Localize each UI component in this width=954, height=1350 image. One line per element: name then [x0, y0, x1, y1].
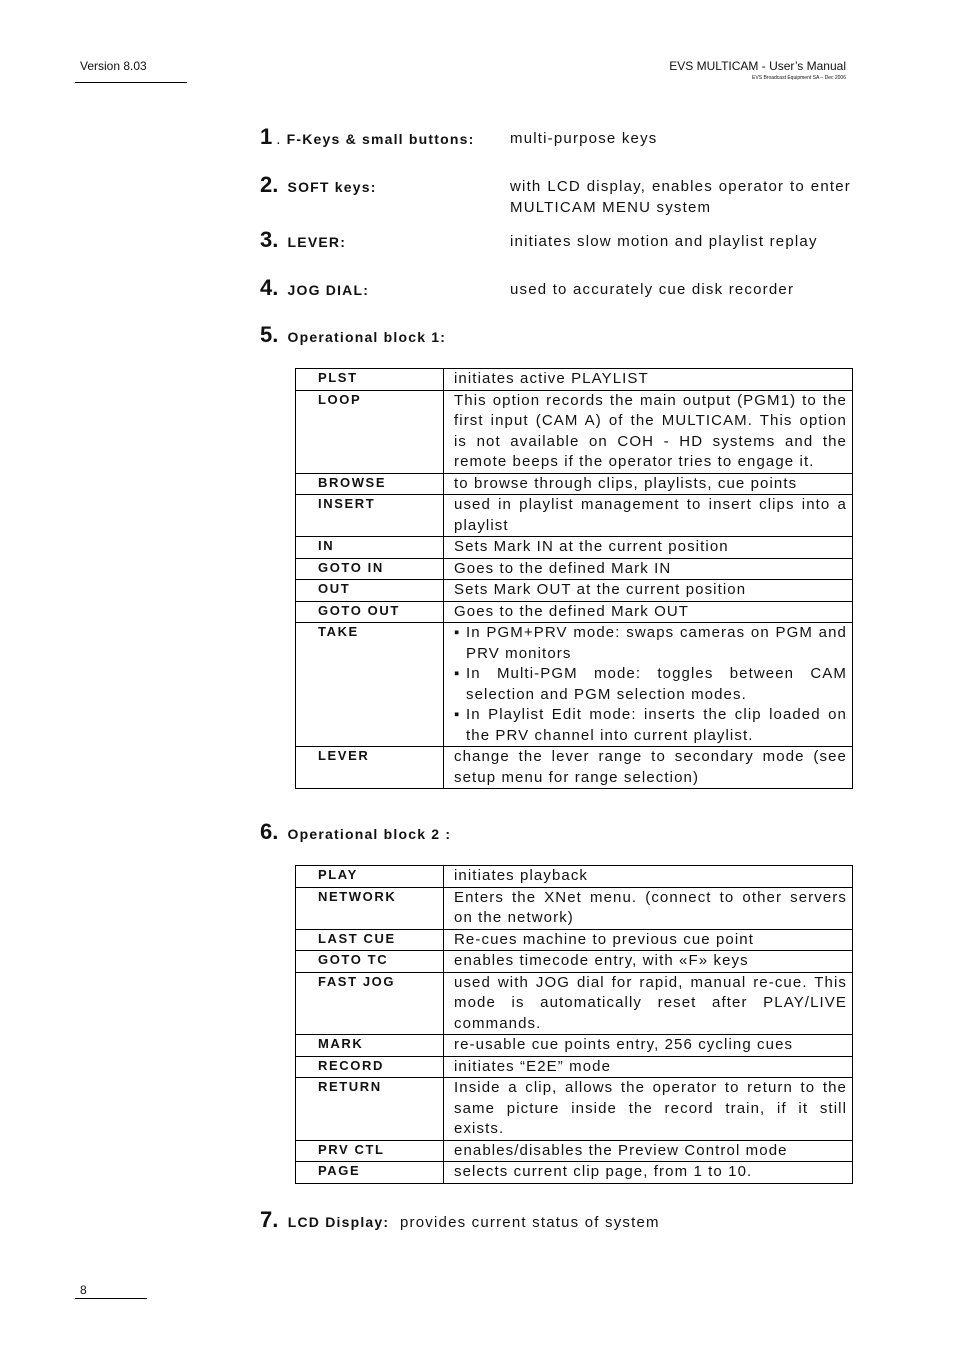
item-f-keys-desc: multi-purpose keys: [510, 130, 658, 147]
table-row: [296, 951, 853, 973]
key-description: enables timecode entry, with «F» keys: [444, 951, 853, 973]
key-description: re-usable cue points entry, 256 cycling cues: [444, 1035, 853, 1057]
table-row: [296, 537, 853, 559]
item-soft-keys-desc: with LCD display, enables operator to enter MULTICAM MENU system: [510, 178, 851, 216]
operational-block-2-table: [295, 865, 853, 1184]
key-description: Sets Mark IN at the current position: [444, 537, 853, 559]
item-number: 6.: [260, 819, 279, 844]
key-name: TAKE: [296, 623, 444, 747]
key-name: LOOP: [296, 390, 444, 473]
table-row: [296, 887, 853, 929]
list-item: ▪ In Playlist Edit mode: inserts the clip loaded on the PRV channel into current playlist.: [454, 705, 847, 746]
key-name: GOTO TC: [296, 951, 444, 973]
item-number: 7.: [260, 1207, 279, 1232]
list-item: ▪ In PGM+PRV mode: swaps cameras on PGM and PRV monitors: [454, 623, 847, 664]
table-row: [296, 601, 853, 623]
page-number: 8: [80, 1283, 87, 1297]
key-description: enables/disables the Preview Control mode: [444, 1140, 853, 1162]
key-description: selects current clip page, from 1 to 10.: [444, 1162, 853, 1184]
key-description: change the lever range to secondary mode (see setup menu for range selection): [444, 747, 853, 789]
table-row: [296, 495, 853, 537]
key-name: INSERT: [296, 495, 444, 537]
key-description: Goes to the defined Mark IN: [444, 558, 853, 580]
key-description: Inside a clip, allows the operator to return to the same picture inside the record train, if it still exists.: [444, 1078, 853, 1141]
key-description: to browse through clips, playlists, cue points: [444, 473, 853, 495]
item-lcd-display: [260, 1207, 660, 1233]
key-name: RETURN: [296, 1078, 444, 1141]
manual-subtitle: EVS Broadcast Equipment SA – Dec 2006: [752, 75, 846, 81]
item-jog-dial: [260, 275, 369, 301]
item-number: 1: [260, 124, 273, 149]
key-description: initiates active PLAYLIST: [444, 369, 853, 391]
key-description: Re-cues machine to previous cue point: [444, 929, 853, 951]
key-name: PLST: [296, 369, 444, 391]
manual-title-block: [669, 59, 846, 81]
key-description: [444, 623, 853, 747]
key-description: initiates playback: [444, 866, 853, 888]
table-row: [296, 558, 853, 580]
table-row: [296, 473, 853, 495]
item-label: Operational block 1:: [287, 329, 447, 345]
table-row: [296, 623, 853, 747]
key-description: used with JOG dial for rapid, manual re-cue. This mode is automatically reset after PLAY/LIVE commands.: [444, 972, 853, 1035]
item-lever: [260, 227, 346, 253]
item-operational-block-2: [260, 819, 451, 845]
item-label: Operational block 2 :: [287, 826, 452, 842]
item-f-keys: [260, 124, 474, 150]
table-row: [296, 972, 853, 1035]
key-name: BROWSE: [296, 473, 444, 495]
table-row: [296, 369, 853, 391]
key-description: used in playlist management to insert clips into a playlist: [444, 495, 853, 537]
key-name: PAGE: [296, 1162, 444, 1184]
table-row: [296, 580, 853, 602]
item-lever-desc: initiates slow motion and playlist replay: [510, 233, 818, 250]
table-row: [296, 929, 853, 951]
table-row: [296, 1056, 853, 1078]
key-name: LAST CUE: [296, 929, 444, 951]
item-soft-keys: [260, 172, 377, 198]
item-number: 4.: [260, 275, 279, 300]
item-number: 3.: [260, 227, 279, 252]
version-label: Version 8.03: [80, 59, 147, 73]
item-label: SOFT keys:: [287, 179, 377, 195]
key-name: PLAY: [296, 866, 444, 888]
item-number: 2.: [260, 172, 279, 197]
key-description: Goes to the defined Mark OUT: [444, 601, 853, 623]
header-divider: [75, 82, 187, 83]
table-row: [296, 1140, 853, 1162]
item-label: LEVER:: [287, 234, 347, 250]
key-description: Sets Mark OUT at the current position: [444, 580, 853, 602]
key-name: GOTO OUT: [296, 601, 444, 623]
key-description: This option records the main output (PGM1) to the first input (CAM A) of the MULTICAM. This option is not available on COH - HD systems and the remote beeps if the operator tries to engage it.: [444, 390, 853, 473]
key-name: GOTO IN: [296, 558, 444, 580]
item-label: LCD Display:: [287, 1214, 390, 1230]
item-operational-block-1: [260, 322, 446, 348]
manual-title: EVS MULTICAM - User’s Manual: [669, 59, 846, 73]
table-row: [296, 1078, 853, 1141]
item-description: provides current status of system: [400, 1214, 660, 1231]
key-name: PRV CTL: [296, 1140, 444, 1162]
table-row: [296, 866, 853, 888]
key-description: initiates “E2E” mode: [444, 1056, 853, 1078]
take-mode-list: [454, 623, 847, 746]
item-label: F-Keys & small buttons:: [286, 131, 475, 147]
table-row: [296, 747, 853, 789]
table-row: [296, 1035, 853, 1057]
item-jog-dial-desc: used to accurately cue disk recorder: [510, 281, 795, 298]
key-name: IN: [296, 537, 444, 559]
table-row: [296, 1162, 853, 1184]
item-separator: .: [276, 131, 282, 148]
key-name: OUT: [296, 580, 444, 602]
footer-divider: [75, 1298, 147, 1299]
key-name: LEVER: [296, 747, 444, 789]
operational-block-1-table: [295, 368, 853, 789]
key-name: NETWORK: [296, 887, 444, 929]
key-name: MARK: [296, 1035, 444, 1057]
table-row: [296, 390, 853, 473]
key-name: FAST JOG: [296, 972, 444, 1035]
item-number: 5.: [260, 322, 279, 347]
key-description: Enters the XNet menu. (connect to other servers on the network): [444, 887, 853, 929]
key-name: RECORD: [296, 1056, 444, 1078]
item-label: JOG DIAL:: [287, 282, 370, 298]
list-item: ▪ In Multi-PGM mode: toggles between CAM selection and PGM selection modes.: [454, 664, 847, 705]
